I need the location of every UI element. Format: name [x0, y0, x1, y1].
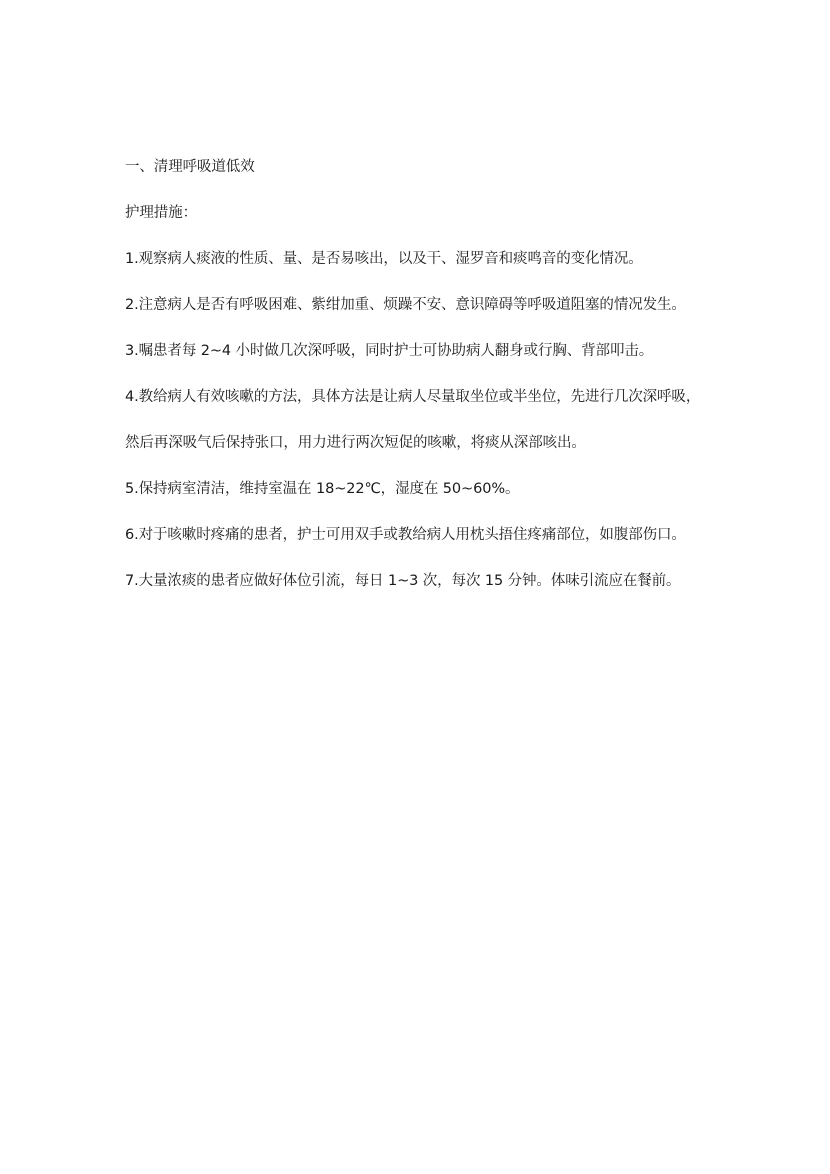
measure-item-1: 1.观察病人痰液的性质、量、是否易咳出，以及干、湿罗音和痰鸣音的变化情况。	[125, 251, 643, 267]
measure-item-3: 3.嘱患者每 2~4 小时做几次深呼吸，同时护士可协助病人翻身或行胸、背部叩击。	[125, 343, 654, 359]
measure-item-5: 5.保持病室清洁，维持室温在 18~22℃，湿度在 50~60%。	[125, 481, 520, 497]
measures-label: 护理措施：	[125, 205, 197, 221]
measure-item-4-continued: 然后再深吸气后保持张口，用力进行两次短促的咳嗽，将痰从深部咳出。	[125, 435, 586, 451]
measure-item-6: 6.对于咳嗽时疼痛的患者，护士可用双手或教给病人用枕头捂住疼痛部位，如腹部伤口。	[125, 527, 686, 543]
section-heading: 一、清理呼吸道低效	[125, 159, 255, 175]
measure-item-7: 7.大量浓痰的患者应做好体位引流，每日 1~3 次，每次 15 分钟。体味引流应在餐前。	[125, 573, 681, 589]
measure-item-4: 4.教给病人有效咳嗽的方法，具体方法是让病人尽量取坐位或半坐位，先进行几次深呼吸，	[125, 389, 701, 405]
document-body	[125, 156, 725, 616]
measure-item-2: 2.注意病人是否有呼吸困难、紫绀加重、烦躁不安、意识障碍等呼吸道阻塞的情况发生。	[125, 297, 686, 313]
